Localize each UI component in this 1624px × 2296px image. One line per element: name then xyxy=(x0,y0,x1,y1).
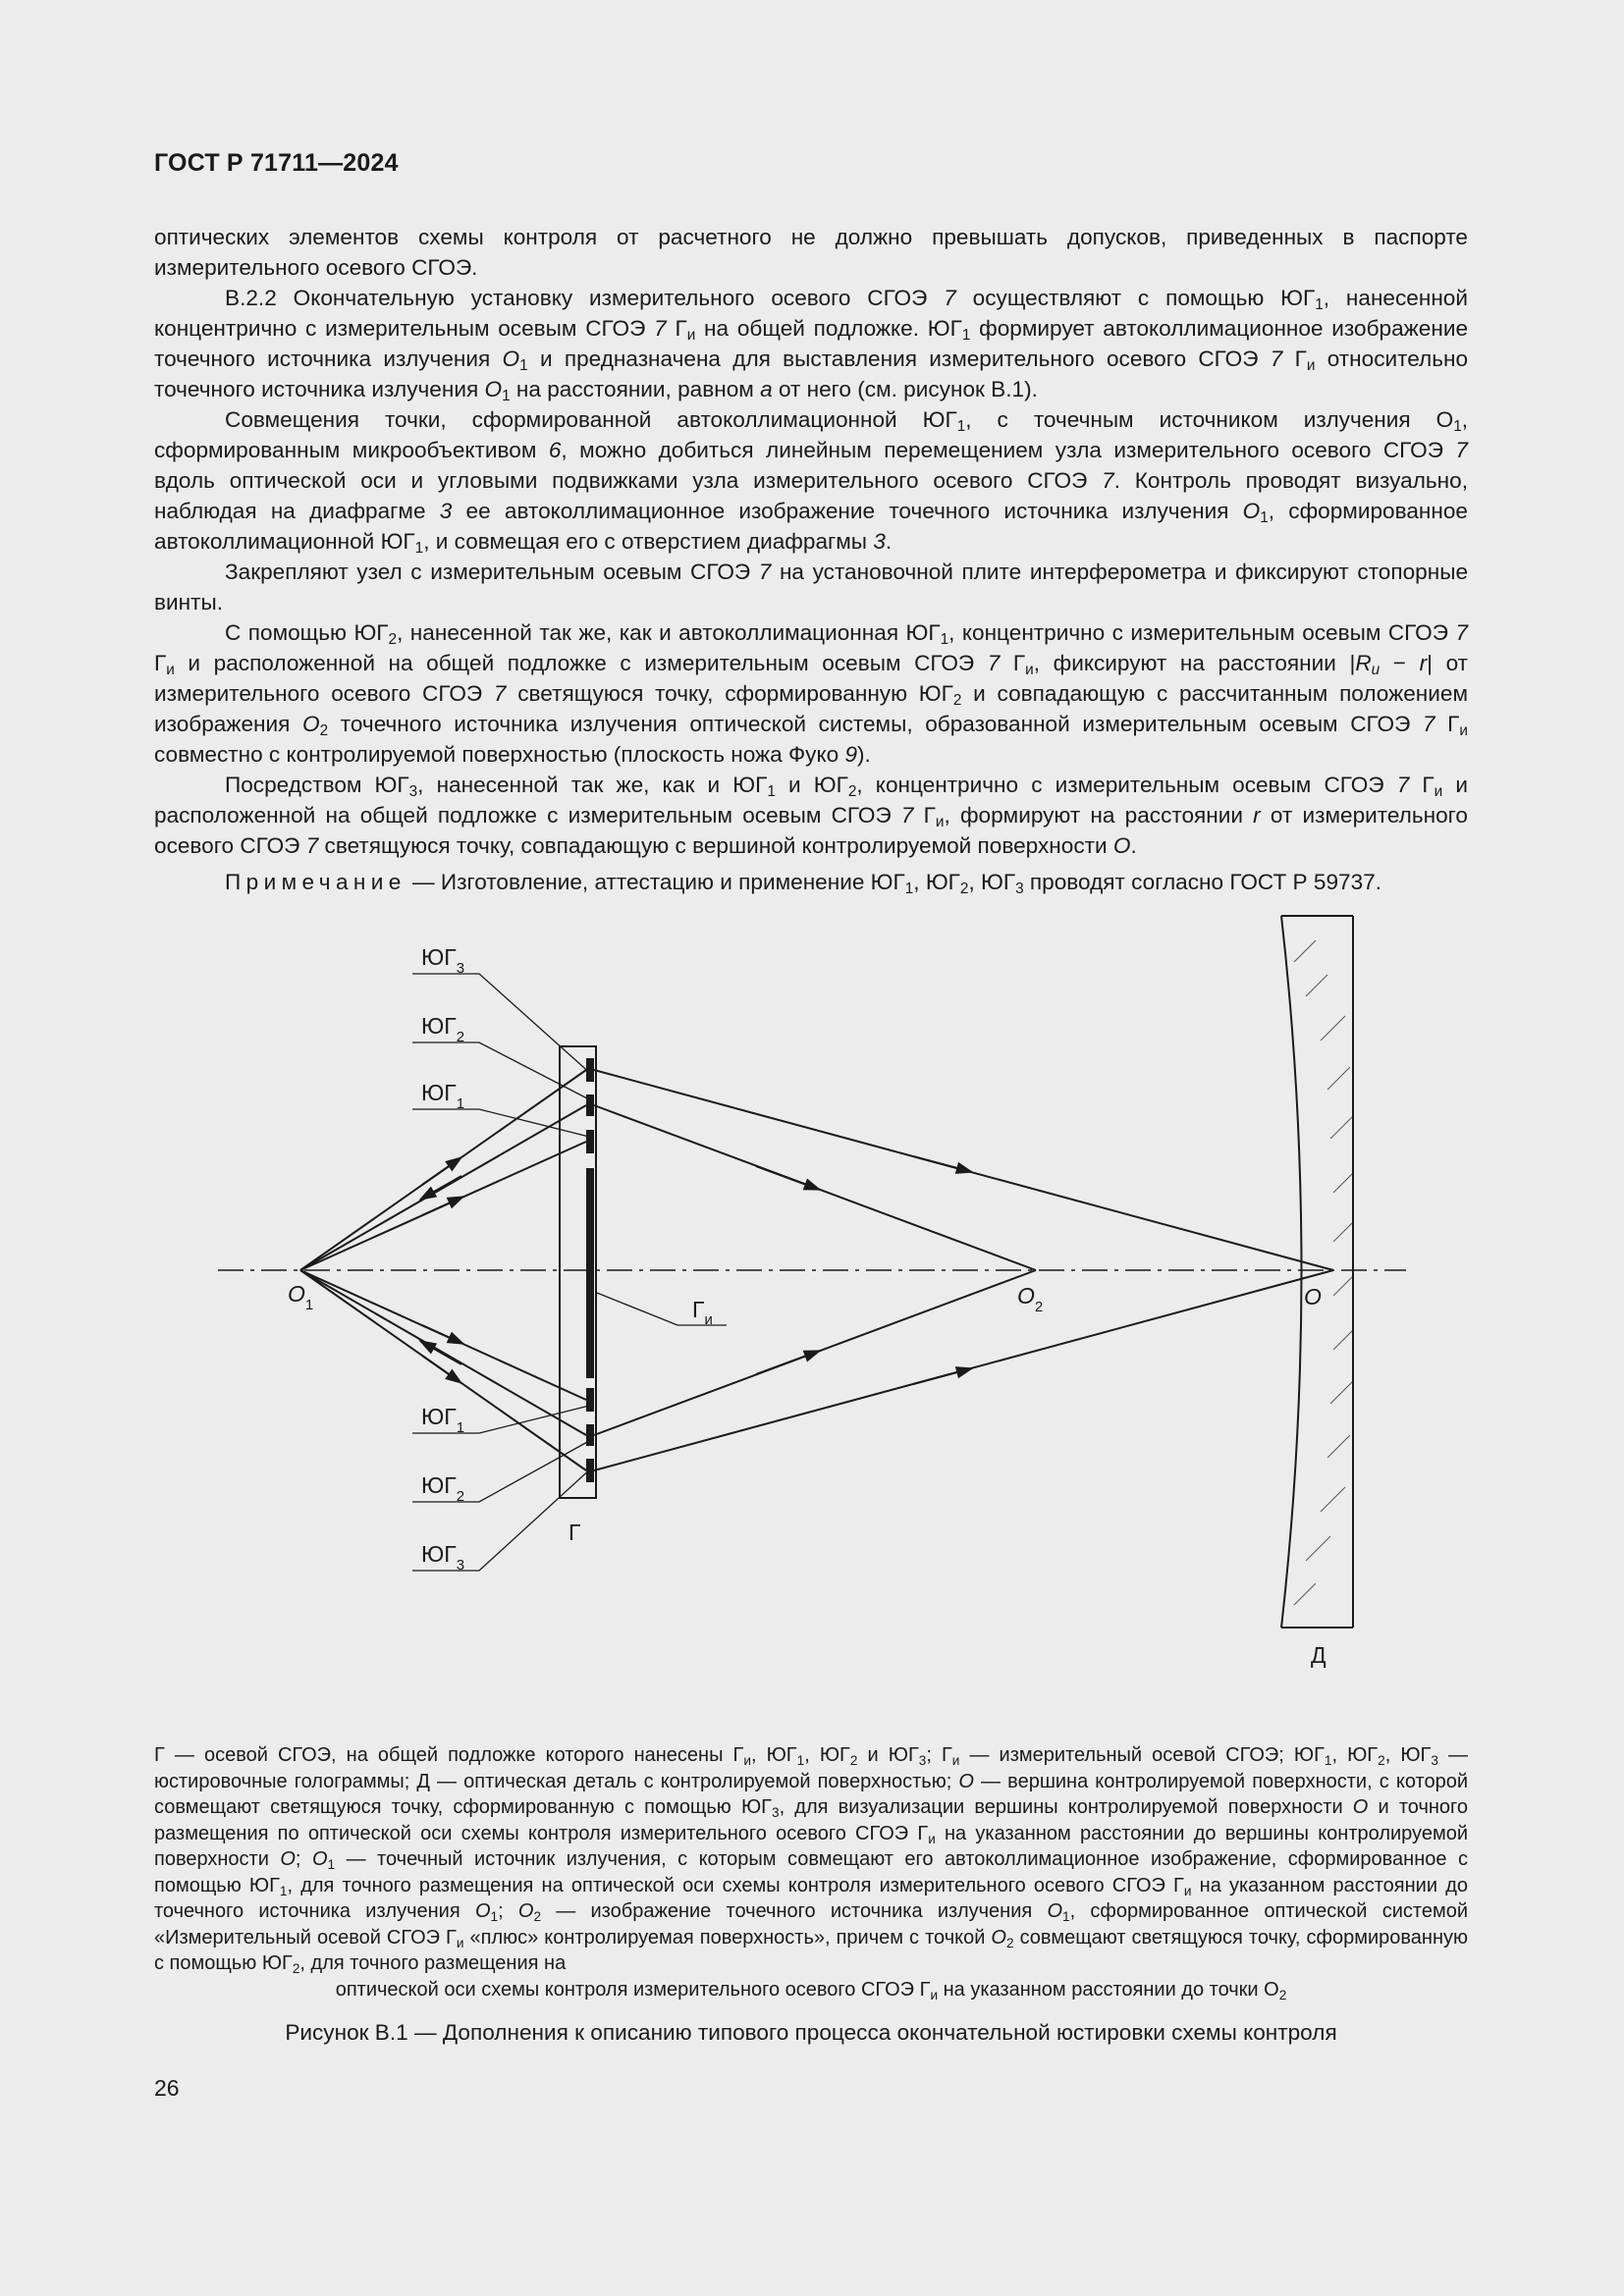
note-label: Примечание xyxy=(225,870,406,894)
paragraph-continuation: оптических элементов схемы контроля от расчетного не должно превышать допусков, приведенных в паспорте измерительного осевого СГОЭ. xyxy=(154,225,1468,280)
label-yug1-top: $ЮГ_1$ xyxy=(421,1080,465,1112)
legend-last-line: оптической оси схемы контроля измерительного осевого СГОЭ $Г_и$ на указанном расстоянии до точки $O_2$ xyxy=(335,1978,1287,2002)
label-yug2-bottom: $ЮГ_2$ xyxy=(421,1472,465,1505)
figure-caption: Рисунок В.1 — Дополнения к описанию типового процесса окончательной юстировки схемы контроля xyxy=(285,2020,1337,2045)
label-d: Д xyxy=(1311,1642,1326,1668)
hologram-stripes xyxy=(586,1058,594,1482)
label-yug2-top: $ЮГ_2$ xyxy=(421,1013,465,1045)
label-o2: $O_2$ xyxy=(1017,1283,1044,1315)
label-gi: $Г_и$ xyxy=(692,1297,713,1328)
figure-legend xyxy=(154,1742,1468,2002)
document-header: ГОСТ Р 71711—2024 xyxy=(154,149,399,177)
paragraph-alignment: Совмещения точки, сформированной автоколлимационной $ЮГ_1$, с точечным источником излучения $O_1$, сформированным микрообъективом 6, можно добиться линейным перемещением узла измерительного осевого СГОЭ 7 вдоль оптической оси и угловыми подвижками узла измерительного осевого СГОЭ 7. Контроль проводят визуально, наблюдая на диафрагме 3 ее автоколлимационное изображение точечного источника излучения $O_1$, сформированное автоколлимационной $ЮГ_1$, и совмещая его с отверстием диафрагмы 3. xyxy=(154,407,1469,557)
legend-text: Г — осевой СГОЭ, на общей подложке которого нанесены $Г_и$, $ЮГ_1$, $ЮГ_2$ и $ЮГ_3$; $Г_и$ — измерительный осевой СГОЭ; $ЮГ_1$, $ЮГ_2$, $ЮГ_3$ — юстировочные голограммы; Д — оптическая деталь с контролируемой поверхностью; O — вершина контролируемой поверхности, с которой совмещают светящуюся точку, сформированную с помощью $ЮГ_3$, для визуализации вершины контролируемой поверхности O и точного размещения по оптической оси схемы контроля измерительного осевого СГОЭ $Г_и$ на указанном расстоянии до вершины контролируемой поверхности O; $O_1$ — точечный источник излучения, с которым совмещают его автоколлимационное изображение, сформированное с помощью $ЮГ_1$, для точного размещения на оптической оси схемы контроля измерительного осевого СГОЭ $Г_и$ на указанном расстоянии до точечного источника излучения $O_1$; $O_2$ — изображение точечного источника излучения $O_1$, сформированное оптической системой «Измерительный осевой СГОЭ $Г_и$ «плюс» контролируемая поверхность», причем с точкой $O_2$ совмещают светящуюся точку, сформированную с помощью $ЮГ_2$, для точного размещения на xyxy=(154,1744,1469,1976)
paragraph-b22: В.2.2 Окончательную установку измерительного осевого СГОЭ 7 осуществляют с помощью $ЮГ_1$, нанесенной концентрично с измерительным осевым СГОЭ 7 $Г_и$ на общей подложке. $ЮГ_1$ формирует автоколлимационное изображение точечного источника излучения $O_1$ и предназначена для выставления измерительного осевого СГОЭ 7 $Г_и$ относительно точечного источника излучения $O_1$ на расстоянии, равном а от него (см. рисунок В.1). xyxy=(154,286,1469,404)
paragraph-fixing: Закрепляют узел с измерительным осевым СГОЭ 7 на установочной плите интерферометра и фиксируют стопорные винты. xyxy=(154,560,1469,614)
label-yug1-bottom: $ЮГ_1$ xyxy=(421,1404,465,1436)
paragraph-yug3: Посредством $ЮГ_3$, нанесенной так же, как и $ЮГ_1$ и $ЮГ_2$, концентрично с измерительным осевым СГОЭ 7 $Г_и$ и расположенной на общей подложке с измерительным осевым СГОЭ 7 $Г_и$, формируют на расстоянии r от измерительного осевого СГОЭ 7 светящуюся точку, совпадающую с вершиной контролируемой поверхности O. xyxy=(154,773,1469,858)
label-g: Г xyxy=(568,1520,581,1545)
label-o1: $O_1$ xyxy=(288,1281,314,1313)
paragraph-yug2: С помощью $ЮГ_2$, нанесенной так же, как и автоколлимационная $ЮГ_1$, концентрично с измерительным осевым СГОЭ 7 $Г_и$ и расположенной на общей подложке с измерительным осевым СГОЭ 7 $Г_и$, фиксируют на расстоянии $|R_u - r|$ от измерительного осевого СГОЭ 7 светящуюся точку, сформированную $ЮГ_2$ и совпадающую с рассчитанным положением изображения $O_2$ точечного источника излучения оптической системы, образованной измерительным осевым СГОЭ 7 $Г_и$ совместно с контролируемой поверхностью (плоскость ножа Фуко 9). xyxy=(154,620,1469,767)
note-text: — Изготовление, аттестацию и применение $ЮГ_1$, $ЮГ_2$, $ЮГ_3$ проводят согласно ГОСТ Р 59737. xyxy=(406,870,1381,897)
label-o: O xyxy=(1304,1284,1322,1309)
mirror-d xyxy=(1281,916,1353,1628)
label-yug3-bottom: $ЮГ_3$ xyxy=(421,1541,465,1574)
leader-lines xyxy=(412,974,727,1571)
page-number: 26 xyxy=(154,2075,180,2101)
label-yug3-top: $ЮГ_3$ xyxy=(421,944,465,977)
